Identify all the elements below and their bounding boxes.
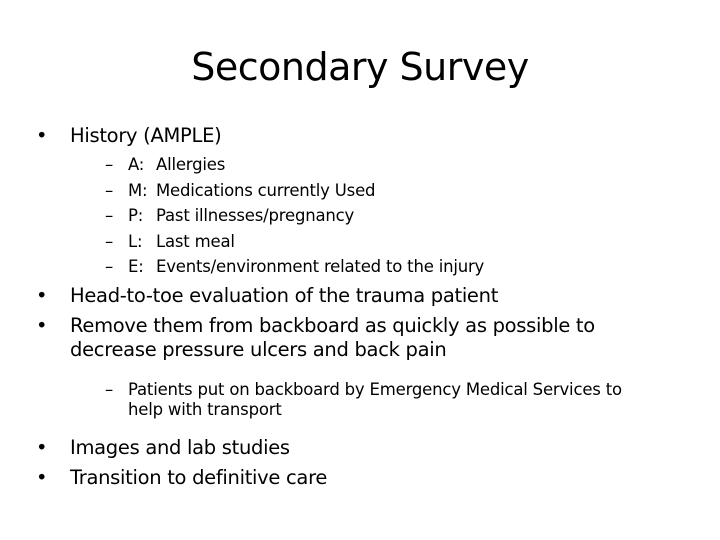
subitem-text: Patients put on backboard by Emergency Medical Services to help with transport [128,379,622,419]
bullet-icon: • [36,124,48,147]
bullet-item-history [36,124,686,148]
subitem-text: Allergies [156,155,226,174]
subitem-text: Events/environment related to the injury [156,257,485,276]
subitem-past-illnesses [36,203,686,229]
subitem-events [36,254,686,280]
subitem-code: A: [128,155,145,174]
slide-title: Secondary Survey [191,45,529,89]
bullet-icon: • [36,283,48,307]
subitem-code: L: [128,231,143,251]
dash-icon: – [105,155,114,174]
bullet-text: Head-to-toe evaluation of the trauma patient [70,283,499,307]
bullet-item-head-to-toe [36,284,686,308]
dash-icon: – [105,379,114,399]
subitem-medications [36,178,686,204]
dash-icon: – [105,206,114,225]
dash-icon: – [105,257,114,276]
bullet-item-images-labs [36,436,686,460]
subitem-patients-backboard [36,380,648,420]
bullet-text: Transition to definitive care [70,465,328,489]
bullet-icon: • [36,313,48,337]
slide-body [36,124,686,490]
subitem-text: Last meal [156,231,235,251]
bullet-text: Images and lab studies [70,435,290,459]
subitem-code: P: [128,206,144,225]
subitem-allergies [36,152,686,178]
subitem-text: Past illnesses/pregnancy [156,206,355,225]
bullet-text: Remove them from backboard as quickly as possible to decrease pressure ulcers and back pain [70,313,595,361]
subitem-last-meal [36,229,686,255]
bullet-icon: • [36,465,48,489]
bullet-text: History (AMPLE) [70,124,222,147]
dash-icon: – [105,180,114,200]
bullet-icon: • [36,435,48,459]
subitem-text: Medications currently Used [156,180,376,200]
bullet-item-definitive-care [36,466,686,490]
dash-icon: – [105,231,114,251]
subitem-code: E: [128,257,144,276]
subitem-code: M: [128,180,148,200]
bullet-item-remove-backboard [36,314,670,362]
